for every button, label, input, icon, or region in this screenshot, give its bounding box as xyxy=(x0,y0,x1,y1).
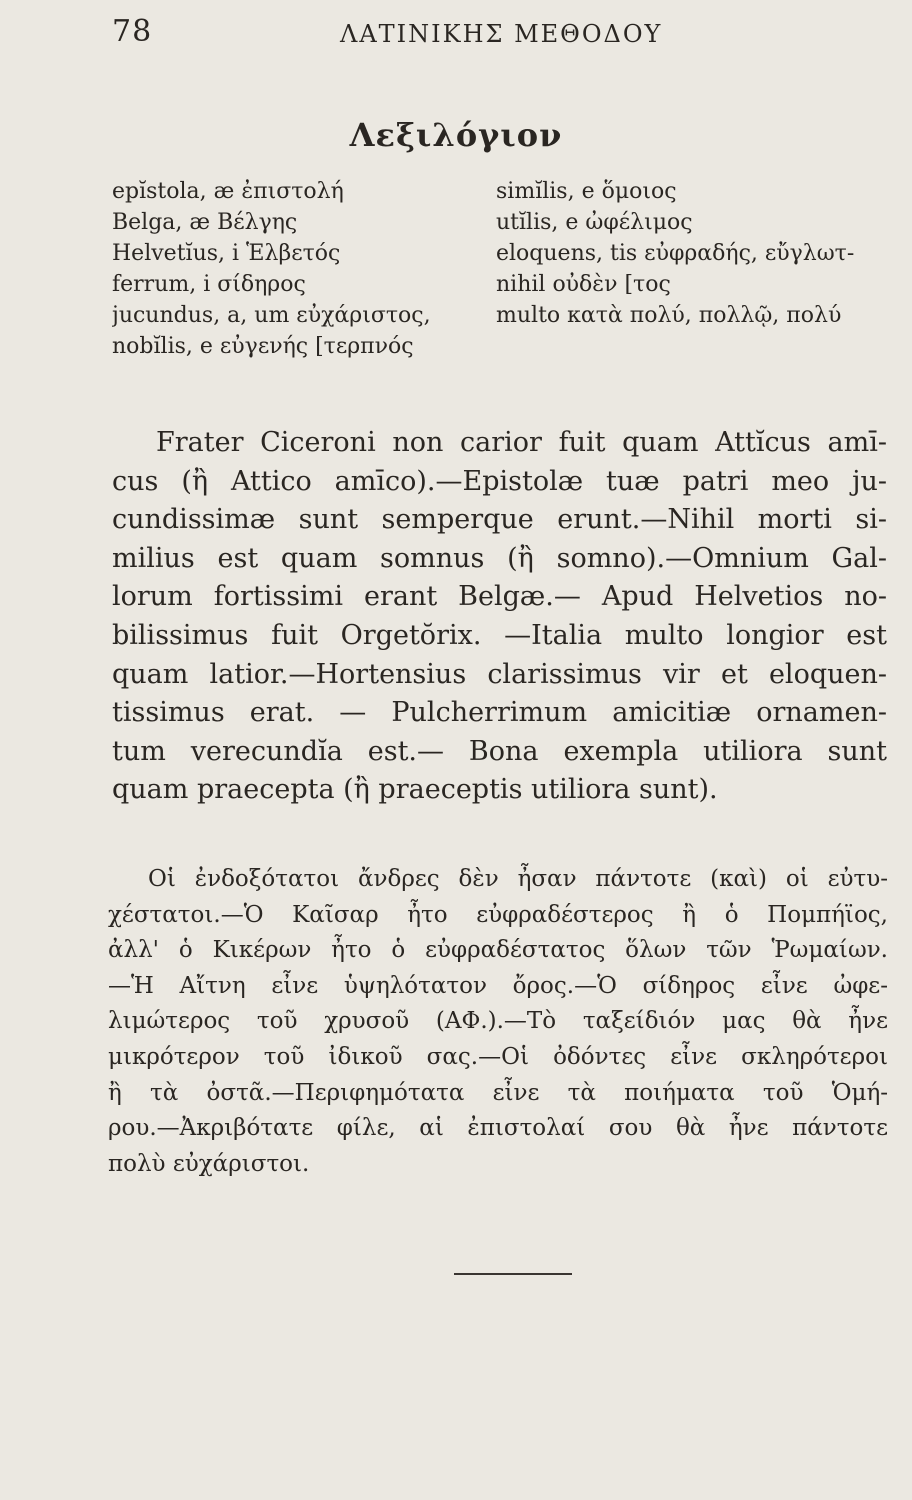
text-line: cus (ἢ Attico amīco).—Epistolæ tuæ patri meo ju- xyxy=(112,465,887,497)
page-number: 78 xyxy=(112,14,153,49)
vocabulary-entry: epĭstola, æ ἐπιστολή xyxy=(112,179,344,204)
vocabulary-entry: Helvetĭus, i Ἑλβετός xyxy=(112,241,341,266)
text-line: Οἱ ἐνδοξότατοι ἄνδρες δὲν ἦσαν πάντοτε (καὶ) οἱ εὐτυ- xyxy=(148,866,888,892)
text-line: ἀλλ' ὁ Κικέρων ἦτο ὁ εὐφραδέστατος ὅλων τῶν Ῥωμαίων. xyxy=(108,937,888,964)
vocabulary-entry: Belga, æ Βέλγης xyxy=(112,210,298,235)
text-line: χέστατοι.—Ὁ Καῖσαρ ἦτο εὐφραδέστερος ἢ ὁ Πομπήϊος, xyxy=(108,901,888,928)
section-title: Λεξιλόγιον xyxy=(349,116,563,154)
greek-exercise-paragraph xyxy=(108,862,888,1182)
text-line: ρου.—Ἀκριβότατε φίλε, αἱ ἐπιστολαί σου θὰ ἦνε πάντοτε xyxy=(108,1115,888,1142)
text-line: quam praecepta (ἢ praeceptis utiliora sunt). xyxy=(112,774,718,806)
text-line: tum verecundĭa est.— Bona exempla utiliora sunt xyxy=(112,735,887,767)
vocabulary-column-left xyxy=(112,176,492,362)
text-line: πολὺ εὐχάριστοι. xyxy=(108,1150,310,1177)
text-line: —Ἡ Αἴτνη εἶνε ὑψηλότατον ὄρος.—Ὁ σίδηρος εἶνε ὠφε- xyxy=(108,972,888,999)
text-line: lorum fortissimi erant Belgæ.— Apud Helvetios no- xyxy=(112,581,887,613)
text-line: λιμώτερος τοῦ χρυσοῦ (ΑΦ.).—Τὸ ταξείδιόν μας θὰ ἦνε xyxy=(108,1008,888,1035)
text-line: cundissimæ sunt semperque erunt.—Nihil morti si- xyxy=(112,504,887,536)
vocabulary-list xyxy=(112,176,902,406)
text-line: bilissimus fuit Orgetŏrix. —Italia multo longior est xyxy=(112,619,887,651)
vocabulary-entry: nihil οὐδὲν [τος xyxy=(496,272,671,297)
vocabulary-entry: simĭlis, e ὅμοιος xyxy=(496,179,677,204)
latin-exercise-paragraph xyxy=(112,424,887,810)
vocabulary-entry: jucundus, a, um εὐχάριστος, xyxy=(112,303,431,328)
vocabulary-entry: utĭlis, e ὠφέλιμος xyxy=(496,210,693,235)
vocabulary-entry: eloquens, tis εὐφραδής, εὔγλωτ- xyxy=(496,241,855,266)
page-header xyxy=(112,14,892,64)
text-line: Frater Ciceroni non carior fuit quam Attĭcus amī- xyxy=(156,427,887,458)
text-line: tissimus erat. — Pulcherrimum amicitiæ ornamen- xyxy=(112,697,887,729)
text-line: quam latior.—Hortensius clarissimus vir et eloquen- xyxy=(112,658,887,690)
vocabulary-column-right xyxy=(496,176,901,331)
running-head: ΛΑΤΙΝΙΚΗΣ ΜΕΘΟΔΟΥ xyxy=(340,20,663,48)
text-line: μικρότερον τοῦ ἰδικοῦ σας.—Οἱ ὀδόντες εἶνε σκληρότεροι xyxy=(108,1043,888,1070)
vocabulary-entry: nobĭlis, e εὐγενής [τερπνός xyxy=(112,334,414,359)
text-line: milius est quam somnus (ἢ somno).—Omnium Gal- xyxy=(112,542,887,574)
text-line: ἢ τὰ ὀστᾶ.—Περιφημότατα εἶνε τὰ ποιήματα τοῦ Ὁμή- xyxy=(108,1079,888,1106)
vocabulary-entry: multo κατὰ πολύ, πολλῷ, πολύ xyxy=(496,303,842,328)
section-end-rule xyxy=(454,1273,572,1275)
vocabulary-entry: ferrum, i σίδηρος xyxy=(112,272,306,297)
